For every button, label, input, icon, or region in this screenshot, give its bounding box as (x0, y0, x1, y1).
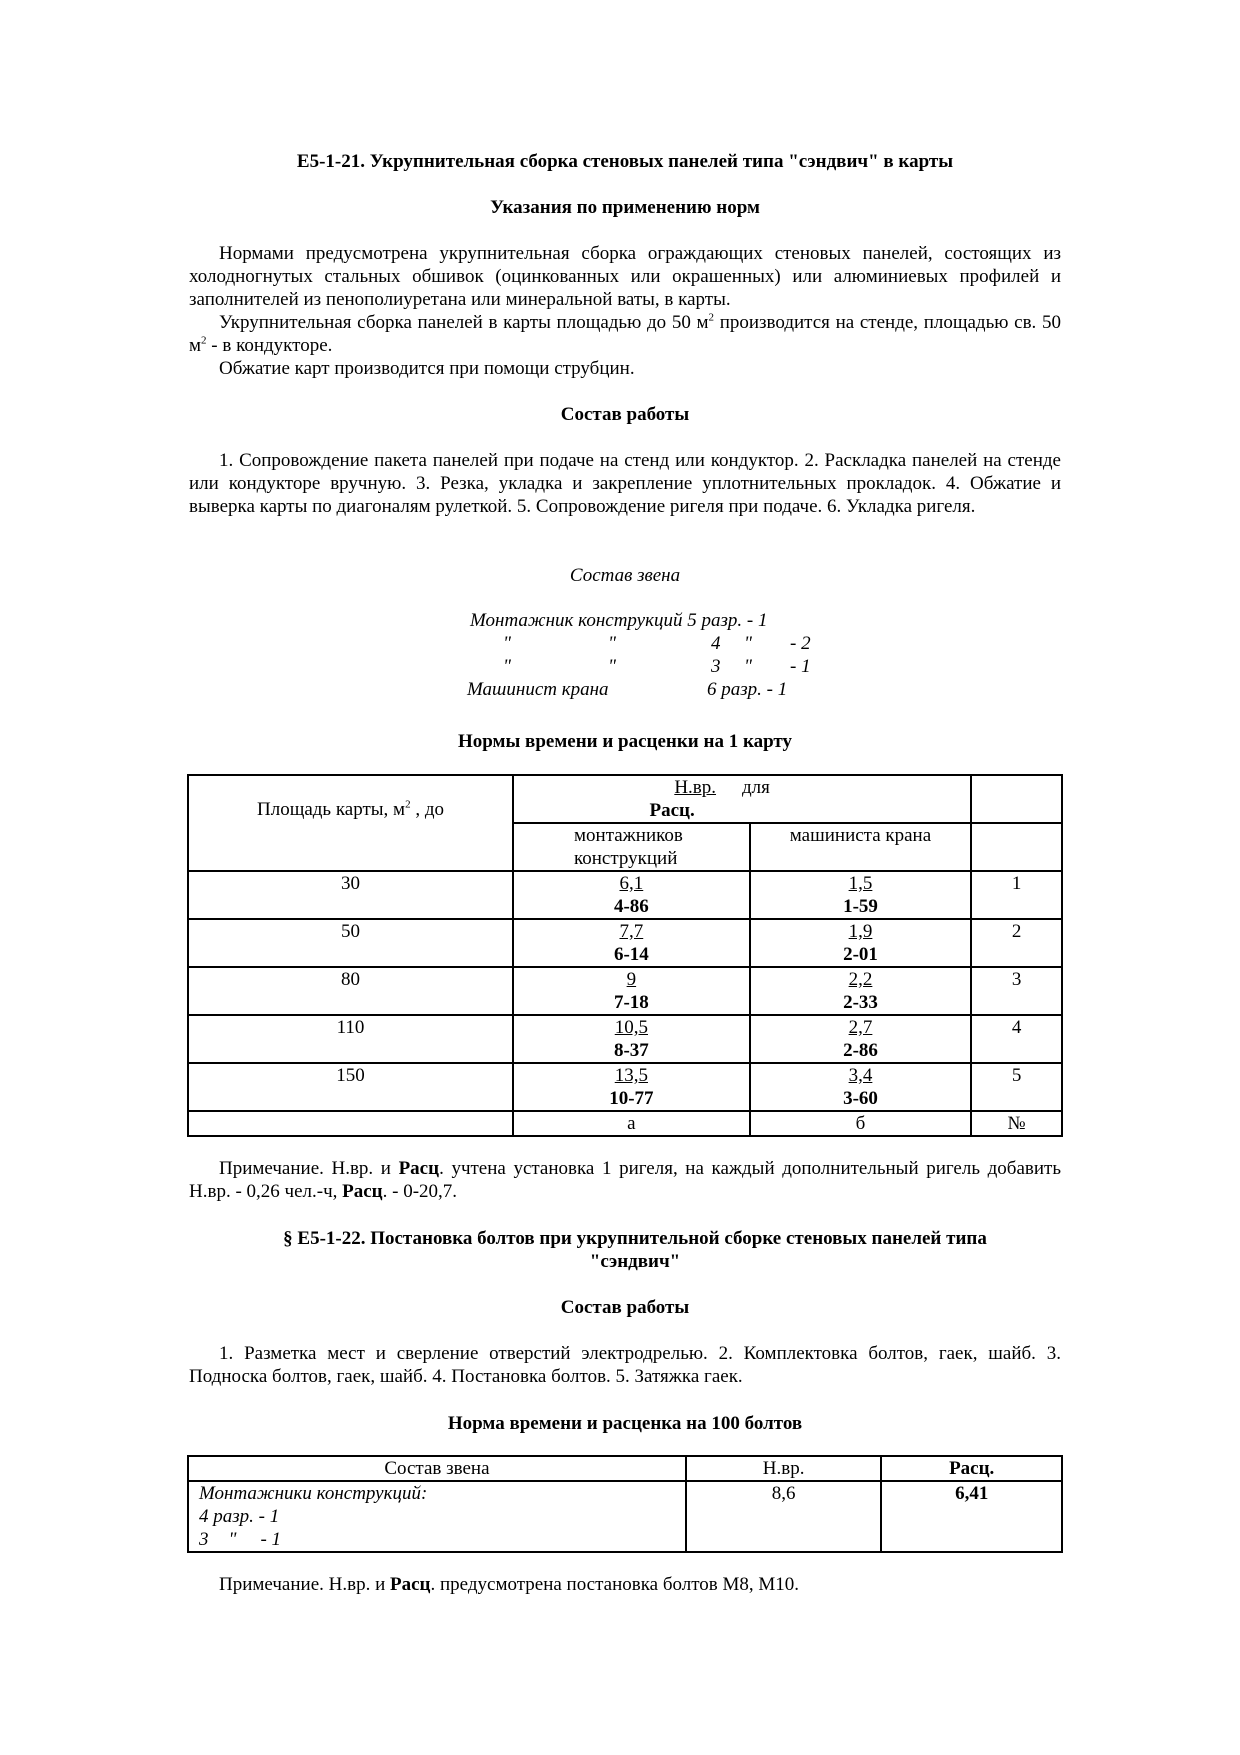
table2-crew-cell: Монтажники конструкций: 4 разр. - 1 3 " - 1 (188, 1481, 686, 1552)
table2-crew-header: Состав звена (188, 1456, 686, 1481)
work-text (189, 449, 1061, 518)
table1-area-cell: 150 (188, 1063, 513, 1111)
table2-heading: Норма времени и расценка на 100 болтов (447, 1413, 803, 1434)
crew-line-3-count: - 1 (790, 656, 811, 677)
table-row (188, 919, 1062, 967)
table1-area-cell: 50 (188, 919, 513, 967)
table1-col-a-cell: 6,1 4-86 (513, 871, 750, 919)
table1-col-b-cell: 2,2 2-33 (750, 967, 972, 1015)
table-row (188, 1481, 1062, 1552)
crew-line-3-ditto-3: " (744, 656, 752, 677)
table1-heading: Нормы времени и расценки на 1 карту (457, 731, 793, 752)
table1-header-row (188, 775, 1062, 823)
work-heading: Состав работы (560, 404, 690, 425)
table1-area-cell: 80 (188, 967, 513, 1015)
table-row (188, 967, 1062, 1015)
table1-area-cell: 30 (188, 871, 513, 919)
instructions-para3: Обжатие карт производится при помощи струбцин. (219, 358, 635, 379)
table1-num-cell: 5 (971, 1063, 1062, 1111)
table2-note: Примечание. Н.вр. и Расц. предусмотрена постановка болтов М8, М10. (219, 1574, 800, 1595)
table1-col-b-cell: 1,9 2-01 (750, 919, 972, 967)
table2-rasc-cell: 6,41 (881, 1481, 1062, 1552)
table1-col-a-cell: 13,5 10-77 (513, 1063, 750, 1111)
table1-empty-header (971, 775, 1062, 823)
table1-empty-subheader (971, 823, 1062, 871)
crew-line-4-role: Машинист крана (467, 679, 609, 700)
table1-col-a-cell: 7,7 6-14 (513, 919, 750, 967)
table1-footer-empty (188, 1111, 513, 1136)
crew-line-1: Монтажник конструкций 5 разр. - 1 (470, 610, 768, 631)
table1-num-cell: 1 (971, 871, 1062, 919)
table1-col-a-cell: 9 7-18 (513, 967, 750, 1015)
instructions-body (189, 242, 1061, 380)
table-row (188, 871, 1062, 919)
instructions-para1: Нормами предусмотрена укрупнительная сборка ограждающих стеновых панелей, состоящих из холодногнутых стальных обшивок (оцинкованных или окрашенных) или алюминиевых профилей и заполнителей из пенополиуретана или минеральной ваты, в карты. (189, 243, 1061, 310)
crew-line-2-rank: 4 (711, 633, 721, 654)
instructions-para2: Укрупнительная сборка панелей в карты площадью до 50 $м^2$ производится на стенде, площадью св. 50 $м^2$ - в кондукторе. (189, 311, 1061, 356)
crew-line-2-ditto-1: " (503, 633, 511, 654)
crew-line-2-count: - 2 (790, 633, 811, 654)
norms-table-2 (187, 1455, 1063, 1553)
table1-footer-a: а (513, 1111, 750, 1136)
table1-col-a-cell: 10,5 8-37 (513, 1015, 750, 1063)
crew-line-2-ditto-3: " (744, 633, 752, 654)
table1-area-cell: 110 (188, 1015, 513, 1063)
crew-line-3-rank: 3 (711, 656, 721, 677)
crew-line-4-rank: 6 разр. - 1 (707, 679, 788, 700)
section1-title: Е5-1-21. Укрупнительная сборка стеновых панелей типа "сэндвич" в карты (296, 151, 954, 172)
crew-line-3-ditto-1: " (503, 656, 511, 677)
table2-nvr-cell: 8,6 (686, 1481, 882, 1552)
table2-rasc-header: Расц. (881, 1456, 1062, 1481)
table1-num-cell: 3 (971, 967, 1062, 1015)
section2-title: § Е5-1-22. Постановка болтов при укрупнительной сборке стеновых панелей типа "сэндвич" (283, 1228, 987, 1272)
table1-num-cell: 4 (971, 1015, 1062, 1063)
table1-footer-num: № (971, 1111, 1062, 1136)
table2-header-row (188, 1456, 1062, 1481)
table2-nvr-header: Н.вр. (686, 1456, 882, 1481)
table1-col-a-header: монтажников конструкций (513, 823, 750, 871)
table1-num-cell: 2 (971, 919, 1062, 967)
table-row (188, 1063, 1062, 1111)
table1-col-b-cell: 2,7 2-86 (750, 1015, 972, 1063)
section2-work-text (189, 1342, 1061, 1388)
table1-col-b-cell: 3,4 3-60 (750, 1063, 972, 1111)
section2-work-paragraph: 1. Разметка мест и сверление отверстий электродрелью. 2. Комплектовка болтов, гаек, шайб. 3. Подноска болтов, гаек, шайб. 4. Постановка болтов. 5. Затяжка гаек. (189, 1343, 1061, 1387)
work-paragraph: 1. Сопровождение пакета панелей при подаче на стенд или кондуктор. 2. Раскладка панелей на стенде или кондукторе вручную. 3. Резка, укладка и закрепление уплотнительных прокладок. 4. Обжатие и выверка карты по диагоналям рулеткой. 5. Сопровождение ригеля при подаче. 6. Укладка ригеля. (189, 450, 1061, 517)
crew-heading: Состав звена (569, 565, 681, 586)
crew-line-2-ditto-2: " (608, 633, 616, 654)
table1-note: Примечание. Н.вр. и Расц. учтена установка 1 ригеля, на каждый дополнительный ригель добавить Н.вр. - 0,26 чел.-ч, Расц. - 0-20,7. (189, 1158, 1061, 1202)
instructions-heading: Указания по применению норм (490, 197, 760, 218)
crew-line-3-ditto-2: " (608, 656, 616, 677)
table1-area-header: Площадь карты, $м^2$ , до (188, 775, 513, 871)
crew-list (0, 610, 1240, 710)
table1-footer-b: б (750, 1111, 972, 1136)
table1-col-b-cell: 1,5 1-59 (750, 871, 972, 919)
norms-table-1 (187, 774, 1063, 1137)
table1-nvr-header: Н.вр. для Расц. (513, 775, 971, 823)
table1-col-b-header: машиниста крана (750, 823, 972, 871)
section2-work-heading: Состав работы (560, 1297, 690, 1318)
table1-footer-row (188, 1111, 1062, 1136)
table-row (188, 1015, 1062, 1063)
